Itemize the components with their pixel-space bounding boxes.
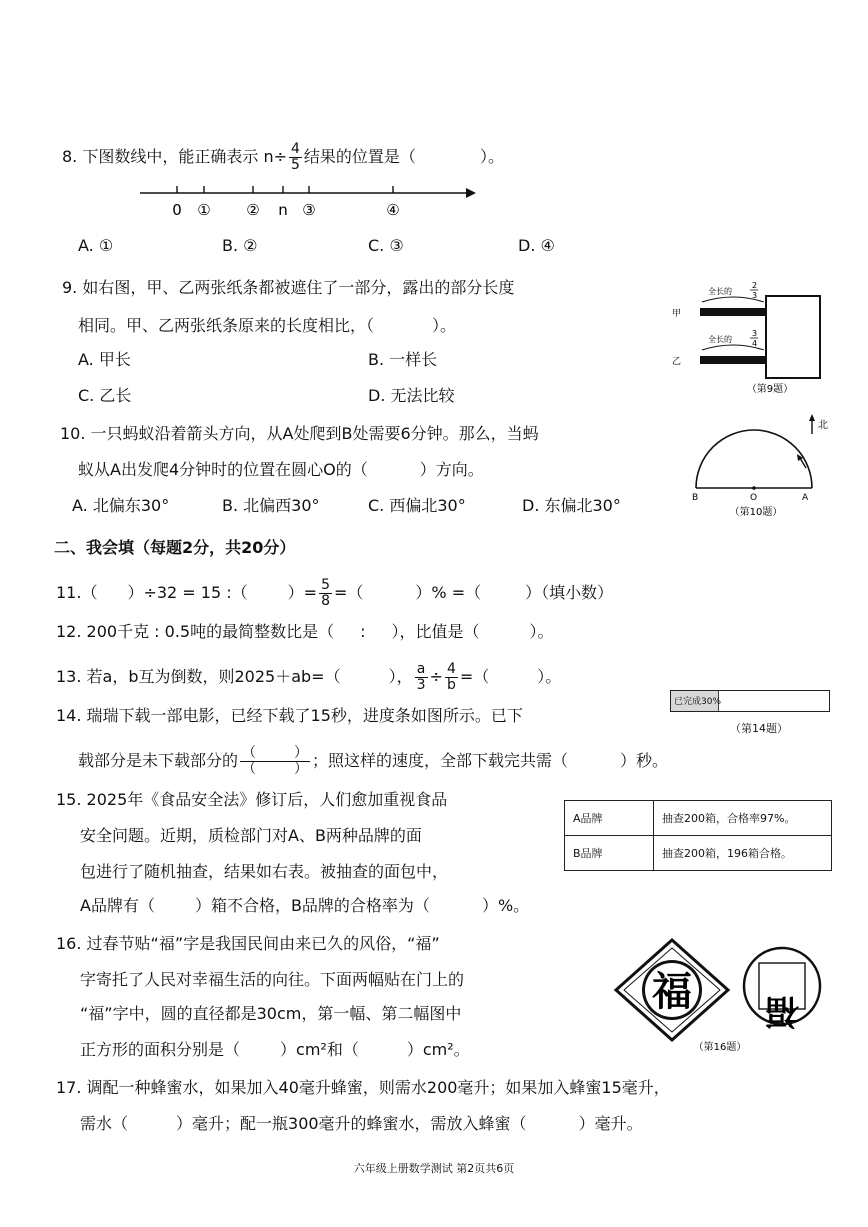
q9-option-d: D. 无法比较: [368, 386, 455, 405]
q16-line4: 正方形的面积分别是（ ）cm²和（ ）cm²。: [80, 1040, 470, 1059]
label-o: O: [750, 493, 758, 503]
q10-line1: 10. 一只蚂蚁沿着箭头方向，从A处爬到B处需要6分钟。那么，当蚂: [60, 424, 539, 443]
q10-caption: （第10题）: [729, 507, 783, 518]
q9-line1: 9. 如右图，甲、乙两张纸条都被遮住了一部分，露出的部分长度: [62, 278, 515, 297]
table-row: [565, 801, 832, 836]
q17-line1: 17. 调配一种蜂蜜水，如果加入40毫升蜂蜜，则需水200毫升；如果加入蜂蜜15毫升，: [56, 1078, 670, 1097]
label-b: B: [692, 493, 699, 503]
q8-option-a: A. ①: [78, 236, 114, 255]
number-line: [130, 178, 480, 224]
label-top: 全长的: [708, 287, 732, 296]
fu-character-2: 福: [765, 991, 799, 1031]
q13: 13. 若a，b互为倒数，则2025＋ab=（ ）， $\frac{a}{3}$ ÷ $\frac{4}{b}$ =（ ）。: [56, 661, 562, 693]
page-footer: 六年级上册数学测试 第2页共6页: [353, 1162, 515, 1175]
table-cell: B品牌: [565, 836, 654, 871]
table-cell: 抽查200箱，196箱合格。: [654, 836, 832, 871]
q16-line2: 字寄托了人民对幸福生活的向往。下面两幅贴在门上的: [80, 970, 465, 989]
q15-table: [564, 800, 832, 871]
q9-option-c: C. 乙长: [78, 386, 132, 405]
q8-stem: 8. 下图数线中，能正确表示 n÷ $\frac{4}{5}$ 结果的位置是（ ）。: [62, 141, 504, 173]
label-yi: 乙: [672, 357, 682, 367]
q10-option-c: C. 西偏北30°: [368, 496, 466, 515]
section2-heading: 二、我会填（每题2分，共20分）: [54, 538, 296, 557]
numberline-label-4: ④: [386, 201, 400, 219]
numberline-label-1: ①: [197, 201, 211, 219]
q9-option-b: B. 一样长: [368, 350, 438, 369]
fu-character-1: 福: [652, 968, 692, 1015]
q14-line1: 14. 瑞瑞下载一部电影，已经下载了15秒，进度条如图所示。已下: [56, 706, 523, 725]
q9-line2: 相同。甲、乙两张纸条原来的长度相比，（ ）。: [78, 316, 457, 335]
q8-option-c: C. ③: [368, 236, 404, 255]
q9-caption: （第9题）: [746, 384, 794, 395]
label-jia: 甲: [672, 309, 682, 319]
table-cell: A品牌: [565, 801, 654, 836]
table-cell: 抽查200箱，合格率97%。: [654, 801, 832, 836]
q9-figure: [660, 276, 840, 400]
frac-bottom-den: 4: [752, 339, 758, 348]
q17-line2: 需水（ ）毫升；配一瓶300毫升的蜂蜜水，需放入蜂蜜（ ）毫升。: [80, 1114, 643, 1133]
frac-bottom-num: 3: [752, 329, 758, 338]
q12: 12. 200千克 : 0.5吨的最简整数比是（ : ），比值是（ ）。: [56, 622, 554, 641]
q15-line3: 包进行了随机抽查，结果如右表。被抽查的面包中，: [80, 862, 449, 881]
q9-option-a: A. 甲长: [78, 350, 131, 369]
table-row: [565, 836, 832, 871]
label-a: A: [802, 493, 809, 503]
q8-option-d: D. ④: [518, 236, 555, 255]
q16-line1: 16. 过春节贴“福”字是我国民间由来已久的风俗，“福”: [56, 934, 440, 953]
q16-caption: （第16题）: [693, 1042, 747, 1053]
progress-label: 已完成30%: [674, 697, 722, 707]
q15-line4: A品牌有（ ）箱不合格，B品牌的合格率为（ ）%。: [80, 896, 530, 915]
progress-bar: [670, 690, 830, 712]
label-bottom: 全长的: [708, 335, 732, 344]
north-label: 北: [818, 420, 828, 431]
numberline-label-3: ③: [302, 201, 316, 219]
q10-option-a: A. 北偏东30°: [72, 496, 170, 515]
q14-caption: （第14题）: [730, 722, 788, 735]
numberline-label-2: ②: [246, 201, 260, 219]
q10-figure: [682, 412, 842, 522]
frac-top-den: 3: [752, 291, 758, 300]
q15-line1: 15. 2025年《食品安全法》修订后，人们愈加重视食品: [56, 790, 448, 809]
frac-top-num: 2: [752, 281, 758, 290]
q16-figure: [610, 936, 832, 1056]
q14-line2: 载部分是未下载部分的 （ ） （ ） ；照这样的速度，全部下载完共需（ ）秒。: [78, 745, 669, 777]
q8-option-b: B. ②: [222, 236, 258, 255]
q10-option-d: D. 东偏北30°: [522, 496, 621, 515]
q15-line2: 安全问题。近期，质检部门对A、B两种品牌的面: [80, 826, 422, 845]
numberline-label-0: 0: [172, 201, 182, 219]
q16-line3: “福”字中，圆的直径都是30cm，第一幅、第二幅图中: [80, 1004, 462, 1023]
numberline-label-n: n: [278, 201, 288, 219]
q11: 11.（ ）÷32 = 15 :（ ）= $\frac{5}{8}$ =（ ）% =（ ）（填小数）: [56, 577, 614, 609]
q10-option-b: B. 北偏西30°: [222, 496, 320, 515]
q10-line2: 蚁从A出发爬4分钟时的位置在圆心O的（ ）方向。: [78, 460, 484, 479]
